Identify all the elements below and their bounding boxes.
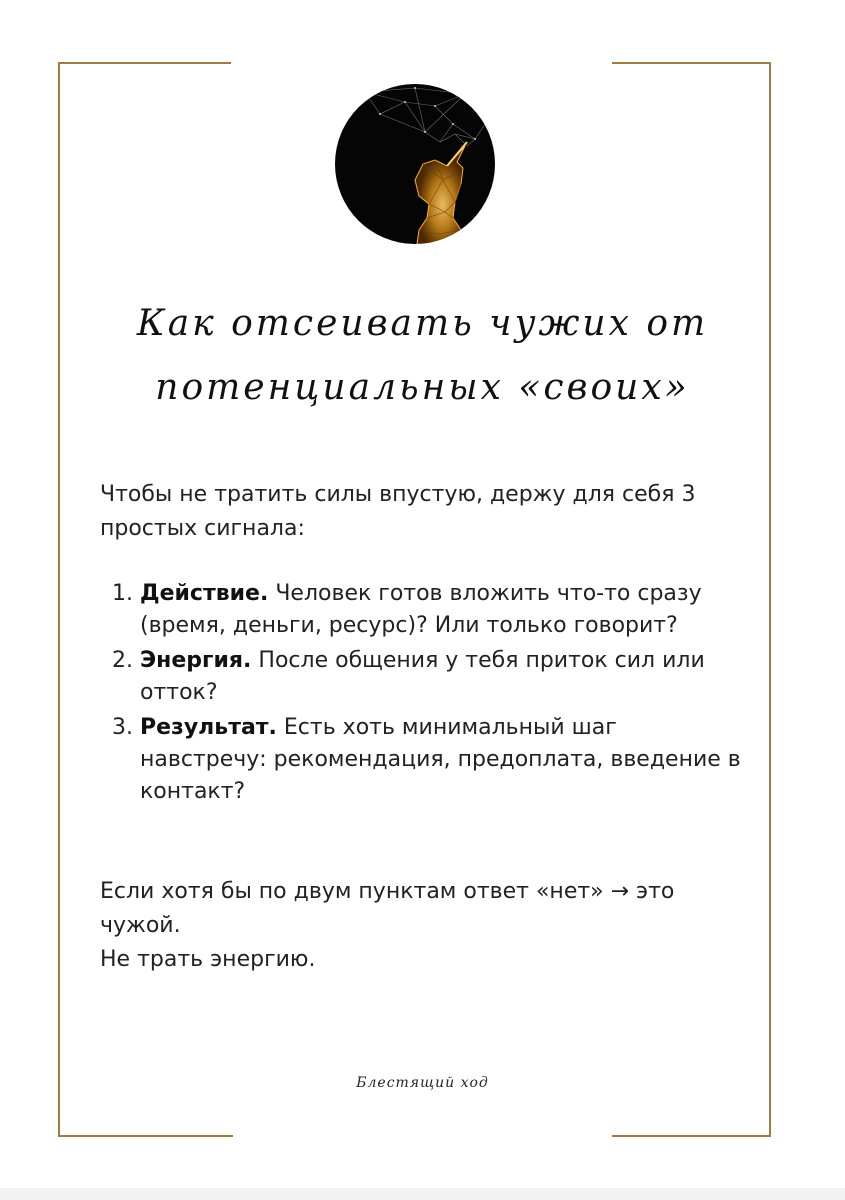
intro-line-1: Чтобы не тратить силы впустую, держу для себя 3 [100, 482, 696, 507]
list-item [112, 712, 742, 808]
conclusion-line-3: Не трать энергию. [100, 947, 316, 972]
list-item-number: 3. [112, 715, 133, 740]
frame-left [58, 62, 60, 1137]
conclusion-paragraph [100, 875, 740, 977]
title-line-1: Как отсеивать чужих от [136, 303, 709, 344]
frame-bottom-left [58, 1135, 233, 1137]
title-line-2: потенциальных «своих» [155, 367, 690, 408]
frame-top-left [58, 62, 231, 64]
hand-over-unicorn-chess-knight-icon [335, 84, 495, 244]
page-title [100, 292, 745, 420]
frame-top-right [612, 62, 771, 64]
list-item-text: После общения у тебя приток сил или отток? [140, 648, 705, 705]
bottom-strip [0, 1188, 845, 1200]
intro-line-2: простых сигнала: [100, 516, 305, 541]
emblem-image [335, 84, 495, 244]
frame-bottom-right [612, 1135, 771, 1137]
frame-right [769, 62, 771, 1137]
list-item-label: Энергия. [140, 648, 252, 673]
list-item-text: Человек готов вложить что-то сразу (время, деньги, ресурс)? Или только говорит? [140, 581, 702, 638]
list-item-number: 2. [112, 648, 133, 673]
list-item [112, 578, 742, 642]
footer-brand: Блестящий ход [356, 1075, 489, 1091]
list-item-label: Результат. [140, 715, 277, 740]
intro-paragraph [100, 478, 740, 546]
conclusion-line-1: Если хотя бы по двум пунктам ответ «нет» → это [100, 879, 675, 904]
list-item-label: Действие. [140, 581, 269, 606]
signals-list [112, 578, 742, 811]
list-item [112, 645, 742, 709]
list-item-number: 1. [112, 581, 133, 606]
list-item-text: Есть хоть минимальный шаг навстречу: рекомендация, предоплата, введение в контакт? [140, 715, 741, 804]
conclusion-line-2: чужой. [100, 913, 181, 938]
